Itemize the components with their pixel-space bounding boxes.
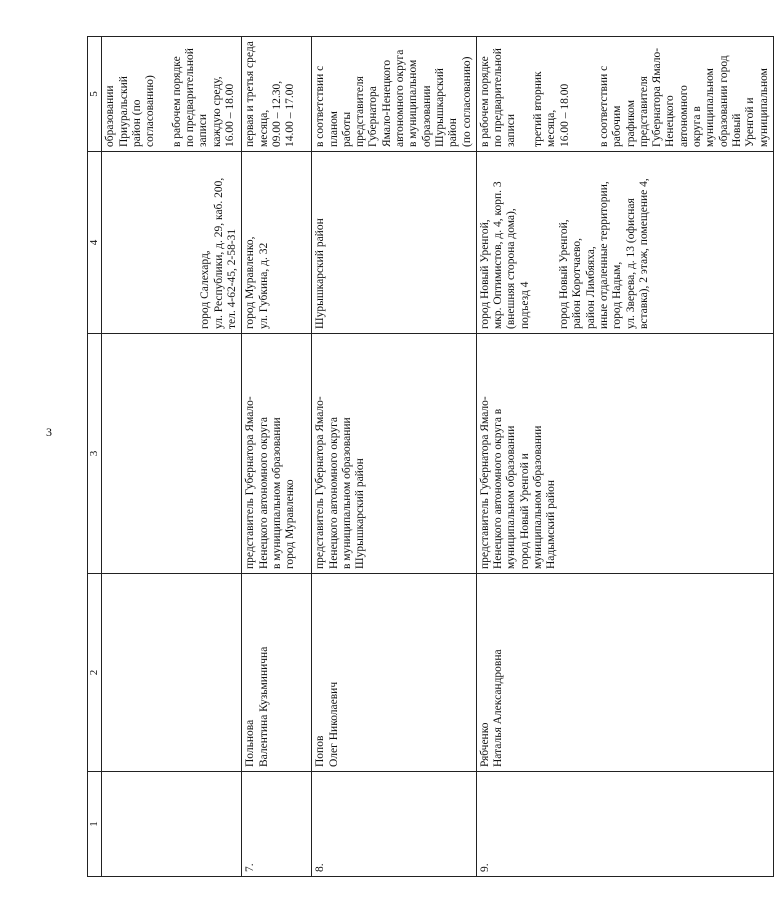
position-cell (242, 334, 312, 574)
address-cell (102, 152, 242, 334)
schedule-text: в соответствии с рабочим графиком представителя Губернатора Ямало- Ненецкого автономного округа в муниципальном образовании город Новый Уренгой и муниципальном (597, 47, 770, 147)
schedule-text: в соответствии с планом работы представителя Губернатора Ямало-Ненецкого автономного округа в муниципальном образовании Шурышкарский район (по согласованию) (314, 49, 473, 147)
address-text: город Новый Уренгой, район Коротчаево, район Лимбяяха, иные отдаленные территории, город Надым, ул. Зверева, д. 13 (офисная вставка), 2 этаж, помещение 4, (558, 178, 650, 329)
address-text: город Новый Уренгой, мкр. Оптимистов, д. 4, корп. 3 (внешняя сторона дома), подъезд 4 (478, 181, 531, 329)
column-header-2: 2 (88, 574, 102, 772)
person-name: Польнова Валентина Кузьминична (244, 646, 270, 767)
person-name: Рябченко Наталья Александровна (478, 649, 505, 767)
schedule-cell (476, 37, 773, 152)
address-cell (242, 152, 312, 334)
schedule-cell (312, 37, 477, 152)
table-row-8 (312, 37, 477, 877)
schedule-text: первая и третья среда месяца, 09.00 – 12.30, 14.00 – 17.00 (244, 41, 297, 147)
column-header-1: 1 (88, 772, 102, 877)
column-header-3: 3 (88, 334, 102, 574)
table-row-continuation (102, 37, 242, 877)
table-row-7 (242, 37, 312, 877)
position-cell (312, 334, 477, 574)
name-cell (476, 574, 773, 772)
schedule-cell (242, 37, 312, 152)
address-text: город Муравленко, ул. Губкина, д. 32 (244, 236, 270, 329)
rotated-table-container (87, 37, 770, 877)
address-cell (312, 152, 477, 334)
column-header-4: 4 (88, 152, 102, 334)
row-number: 8. (312, 772, 477, 877)
address-text: Шурышкарский район (314, 218, 327, 329)
position-cell (476, 334, 773, 574)
page-number: 3 (46, 425, 52, 439)
address-cell (476, 152, 773, 334)
position-text: представитель Губернатора Ямало- Ненецкого автономного округа в муниципальном образовании город Новый Уренгой и муниципальном образовании Надымский район (478, 396, 558, 569)
table-row-9 (476, 37, 773, 877)
schedule-cell (102, 37, 242, 152)
address-text: город Салехард, ул. Республики, д. 29, каб. 200, тел. 4-62-45, 2-58-31 (199, 177, 238, 329)
name-cell (242, 574, 312, 772)
position-text: представитель Губернатора Ямало- Ненецкого автономного округа в муниципальном образовании Шурышкарский район (314, 396, 367, 569)
person-name: Попов Олег Николаевич (314, 681, 340, 767)
schedule-text: в рабочем порядке по предварительной записи третий вторник месяца, 16.00 – 18.00 (478, 48, 571, 147)
schedule-table (87, 36, 774, 877)
row-number: 9. (476, 772, 773, 877)
header-row (88, 37, 102, 877)
position-text: представитель Губернатора Ямало- Ненецкого автономного округа в муниципальном образовании город Муравленко (244, 396, 297, 569)
column-header-5: 5 (88, 37, 102, 152)
name-cell (312, 574, 477, 772)
row-number: 7. (242, 772, 312, 877)
schedule-text: образовании Приуральский район (по согласованию) в рабочем порядке по предварительной записи каждую среду, 16.00 – 18.00 (104, 48, 236, 147)
